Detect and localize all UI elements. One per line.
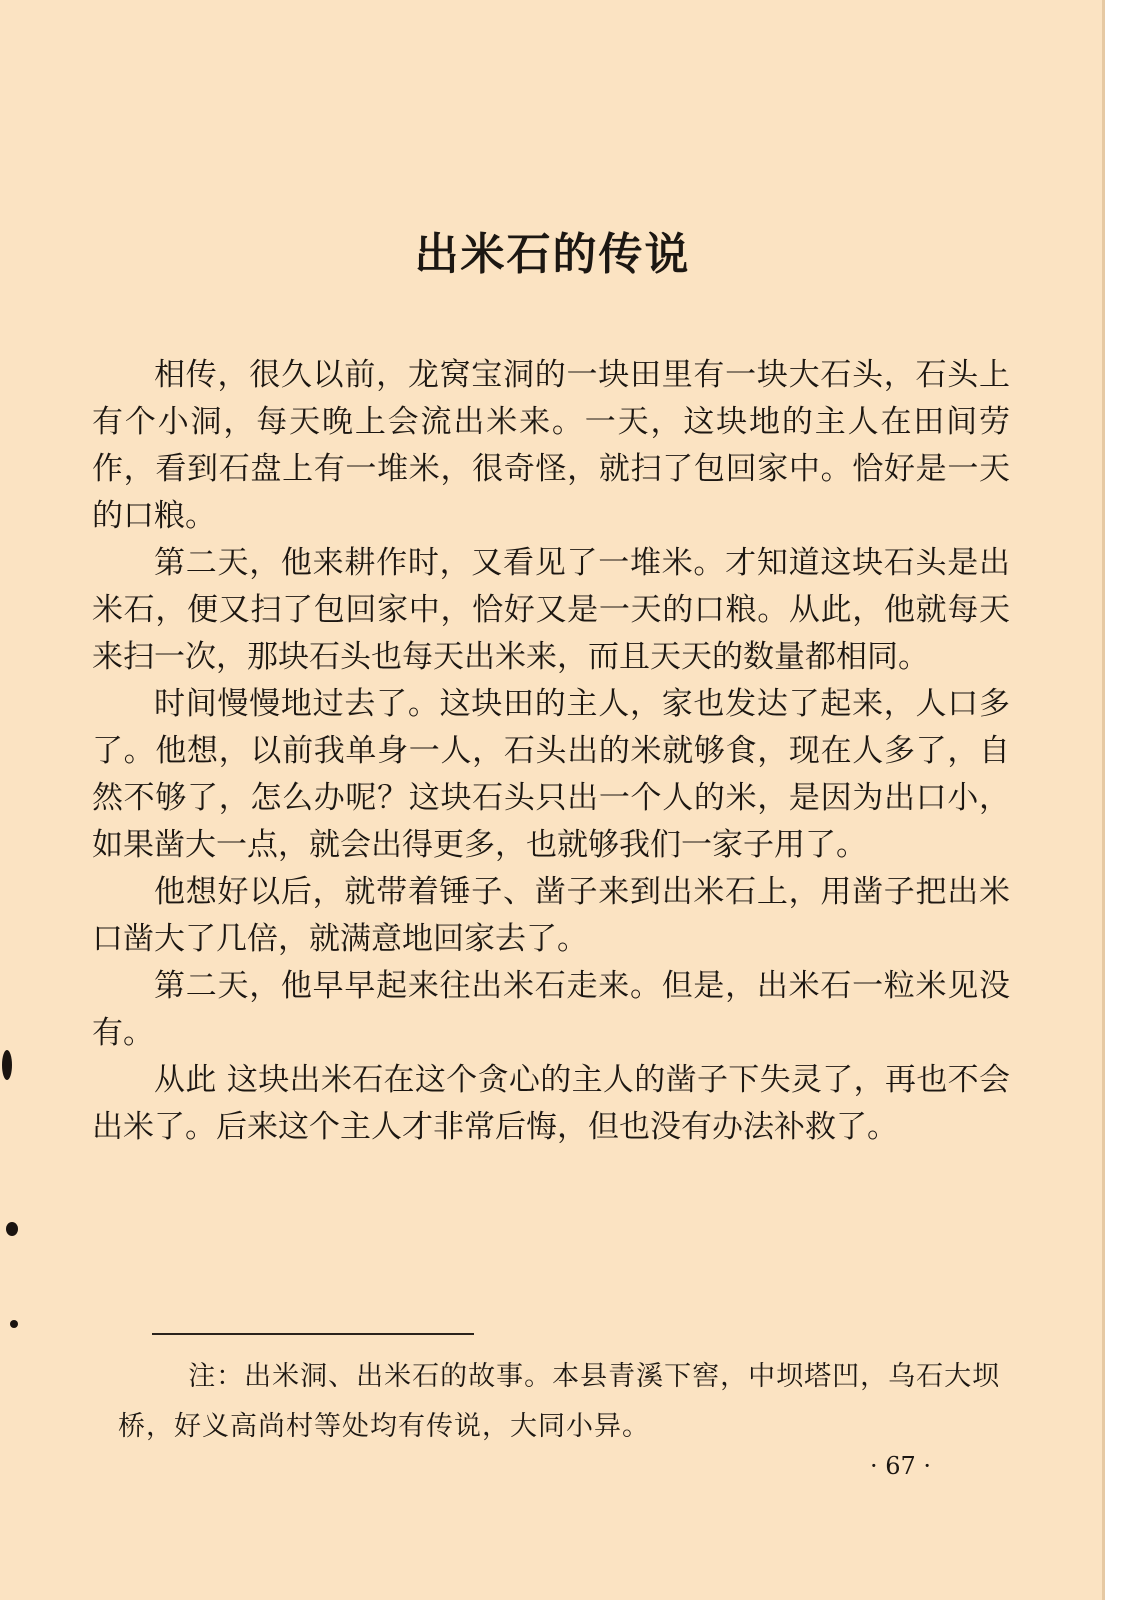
paragraph-5: 第二天，他早早起来往出米石走来。但是，出米石一粒米见没有。: [92, 968, 1010, 1051]
paper-blemish: [2, 1050, 12, 1080]
page-title: 出米石的传说: [414, 229, 691, 280]
page-number: · 67 ·: [870, 1452, 932, 1480]
paragraph-4: 他想好以后，就带着锤子、凿子来到出米石上，用凿子把出米口凿大了几倍，就满意地回家去了。: [92, 874, 1010, 957]
paper-blemish: [10, 1320, 18, 1328]
paper-blemish: [6, 1222, 18, 1236]
story-body: [92, 352, 1010, 1151]
paragraph-6: 从此 这块出米石在这个贪心的主人的凿子下失灵了，再也不会出米了。后来这个主人才非常后悔，但也没有办法补救了。: [92, 1062, 1010, 1145]
paragraph-3: 时间慢慢地过去了。这块田的主人，家也发达了起来，人口多了。他想，以前我单身一人，石头出的米就够食，现在人多了，自然不够了，怎么办呢？这块石头只出一个人的米，是因为出口小，如果凿大一点，就会出得更多，也就够我们一家子用了。: [92, 686, 1010, 863]
footnote-divider: [152, 1333, 474, 1335]
footnote: 注：出米洞、出米石的故事。本县青溪下窖，中坝塔凹，乌石大坝桥，好义高尚村等处均有传说，大同小异。: [118, 1361, 1001, 1442]
paragraph-1: 相传，很久以前，龙窝宝洞的一块田里有一块大石头，石头上有个小洞，每天晚上会流出米来。一天，这块地的主人在田间劳作，看到石盘上有一堆米，很奇怪，就扫了包回家中。恰好是一天的口粮。: [92, 357, 1010, 534]
paragraph-2: 第二天，他来耕作时，又看见了一堆米。才知道这块石头是出米石，便又扫了包回家中，恰好又是一天的口粮。从此，他就每天来扫一次，那块石头也每天出米来，而且天天的数量都相同。: [92, 545, 1010, 675]
